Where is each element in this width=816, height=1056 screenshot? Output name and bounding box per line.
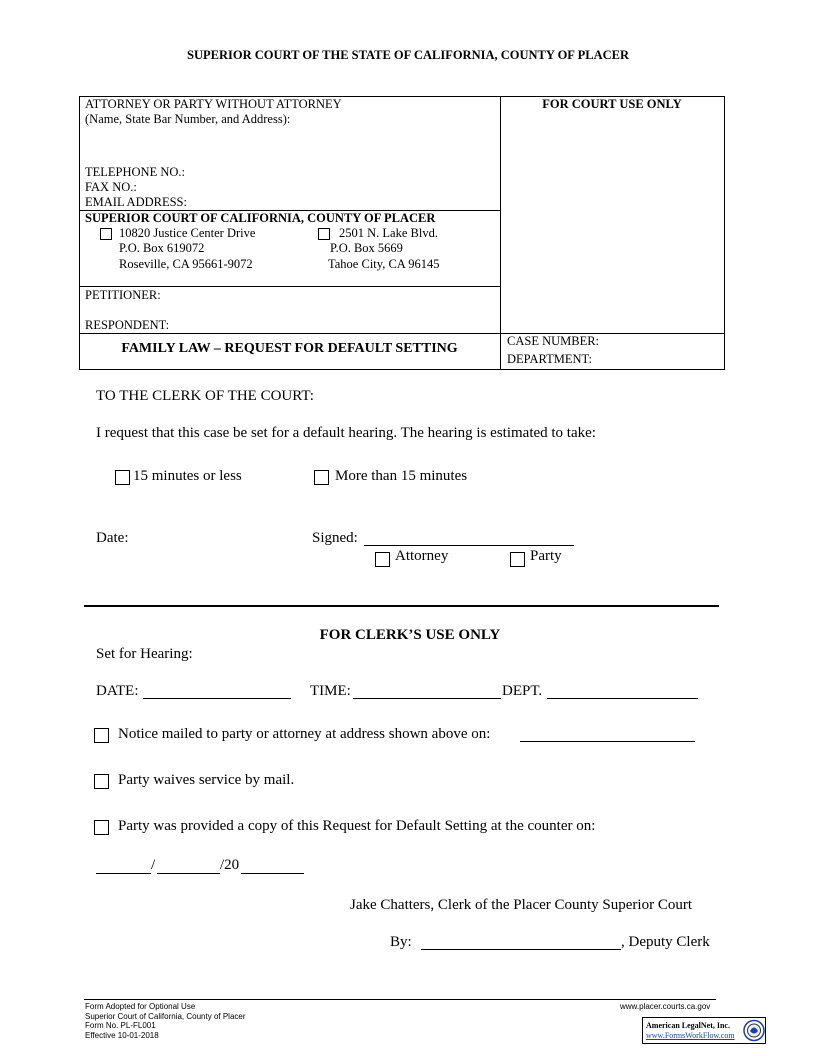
provided-copy-checkbox[interactable] [94,820,109,835]
notice-mailed-checkbox[interactable] [94,728,109,743]
divider-court-parties [79,286,500,287]
location1-address [119,226,255,272]
option-15-or-less-label: 15 minutes or less [133,468,242,484]
option-15-or-less-checkbox[interactable] [115,470,130,485]
option-more-than-15-checkbox[interactable] [314,470,329,485]
party-checkbox[interactable] [510,552,525,567]
location2-checkbox[interactable] [318,228,330,240]
counter-year-prefix: /20 [220,857,240,873]
footer-line-4: Effective 10-01-2018 [85,1030,159,1040]
notice-mailed-line[interactable] [520,741,695,742]
hearing-date-label: DATE: [96,683,139,699]
divider-parties-title [79,333,724,334]
respondent-label: RESPONDENT: [85,318,170,332]
attorney-label-option: Attorney [395,548,449,564]
attorney-sublabel: (Name, State Bar Number, and Address): [85,112,291,126]
footer-website[interactable]: www.placer.courts.ca.gov [620,1002,711,1011]
counter-day-line[interactable] [157,873,220,874]
provided-copy-label: Party was provided a copy of this Request for Default Setting at the counter on: [118,818,596,834]
counter-month-line[interactable] [96,873,151,874]
footer-rule [84,999,716,1000]
counter-date-slash: / [151,857,156,873]
brand-name: American LegalNet, Inc. [646,1021,730,1030]
signature-line[interactable] [364,545,574,546]
footer-line-1: Form Adopted for Optional Use [85,1002,196,1011]
by-label: By: [390,934,412,950]
party-label-option: Party [530,548,562,564]
location1-checkbox[interactable] [100,228,112,240]
signed-label: Signed: [312,530,358,546]
footer-line-2: Superior Court of California, County of Placer [85,1011,246,1021]
court-header: SUPERIOR COURT OF THE STATE OF CALIFORNIA, COUNTY OF PLACER [187,48,629,62]
hearing-time-line[interactable] [353,698,501,699]
attorney-checkbox[interactable] [375,552,390,567]
attorney-label: ATTORNEY OR PARTY WITHOUT ATTORNEY [85,97,342,111]
request-statement: I request that this case be set for a default hearing. The hearing is estimated to take: [96,425,596,441]
hearing-dept-label: DEPT. [502,683,543,699]
clerk-use-title: FOR CLERK’S USE ONLY [319,627,501,643]
caption-divider-vertical [500,96,501,369]
date-label: Date: [96,530,129,546]
case-number-label: CASE NUMBER: [507,334,600,348]
attorney-block [85,97,342,127]
location1-box: P.O. Box 619072 [119,241,205,255]
waives-service-label: Party waives service by mail. [118,772,295,788]
clerk-name: Jake Chatters, Clerk of the Placer County Superior Court [350,897,693,913]
location2-box: P.O. Box 5669 [330,241,403,255]
department-label: DEPARTMENT: [507,352,592,366]
location2-address [328,226,440,272]
footer-line-3: Form No. PL-FL001 [85,1021,156,1030]
deputy-signature-line[interactable] [421,949,621,950]
location1-city: Roseville, CA 95661-9072 [119,257,253,271]
brand-logo-icon [743,1019,765,1042]
hearing-time-label: TIME: [310,683,351,699]
brand-badge[interactable] [642,1017,766,1044]
email-label: EMAIL ADDRESS: [85,195,187,209]
notice-mailed-label: Notice mailed to party or attorney at address shown above on: [118,726,491,742]
fax-label: FAX NO.: [85,180,137,194]
clerk-salutation: TO THE CLERK OF THE COURT: [96,388,314,404]
footer-form-info [85,1002,246,1040]
hearing-dept-line[interactable] [547,698,698,699]
location2-city: Tahoe City, CA 96145 [328,257,440,271]
form-title: FAMILY LAW – REQUEST FOR DEFAULT SETTING [121,341,458,356]
option-more-than-15-label: More than 15 minutes [335,468,468,484]
section-divider [84,605,719,607]
waives-service-checkbox[interactable] [94,774,109,789]
telephone-label: TELEPHONE NO.: [85,165,185,179]
petitioner-label: PETITIONER: [85,288,161,302]
set-for-hearing-label: Set for Hearing: [96,646,193,662]
court-block-title: SUPERIOR COURT OF CALIFORNIA, COUNTY OF PLACER [85,211,436,225]
hearing-date-line[interactable] [143,698,291,699]
court-use-label: FOR COURT USE ONLY [542,97,682,111]
location1-street: 10820 Justice Center Drive [119,226,256,240]
counter-year-line[interactable] [241,873,304,874]
location2-street: 2501 N. Lake Blvd. [339,226,438,240]
brand-url: www.FormsWorkFlow.com [646,1031,735,1040]
deputy-clerk-label: , Deputy Clerk [621,934,710,950]
